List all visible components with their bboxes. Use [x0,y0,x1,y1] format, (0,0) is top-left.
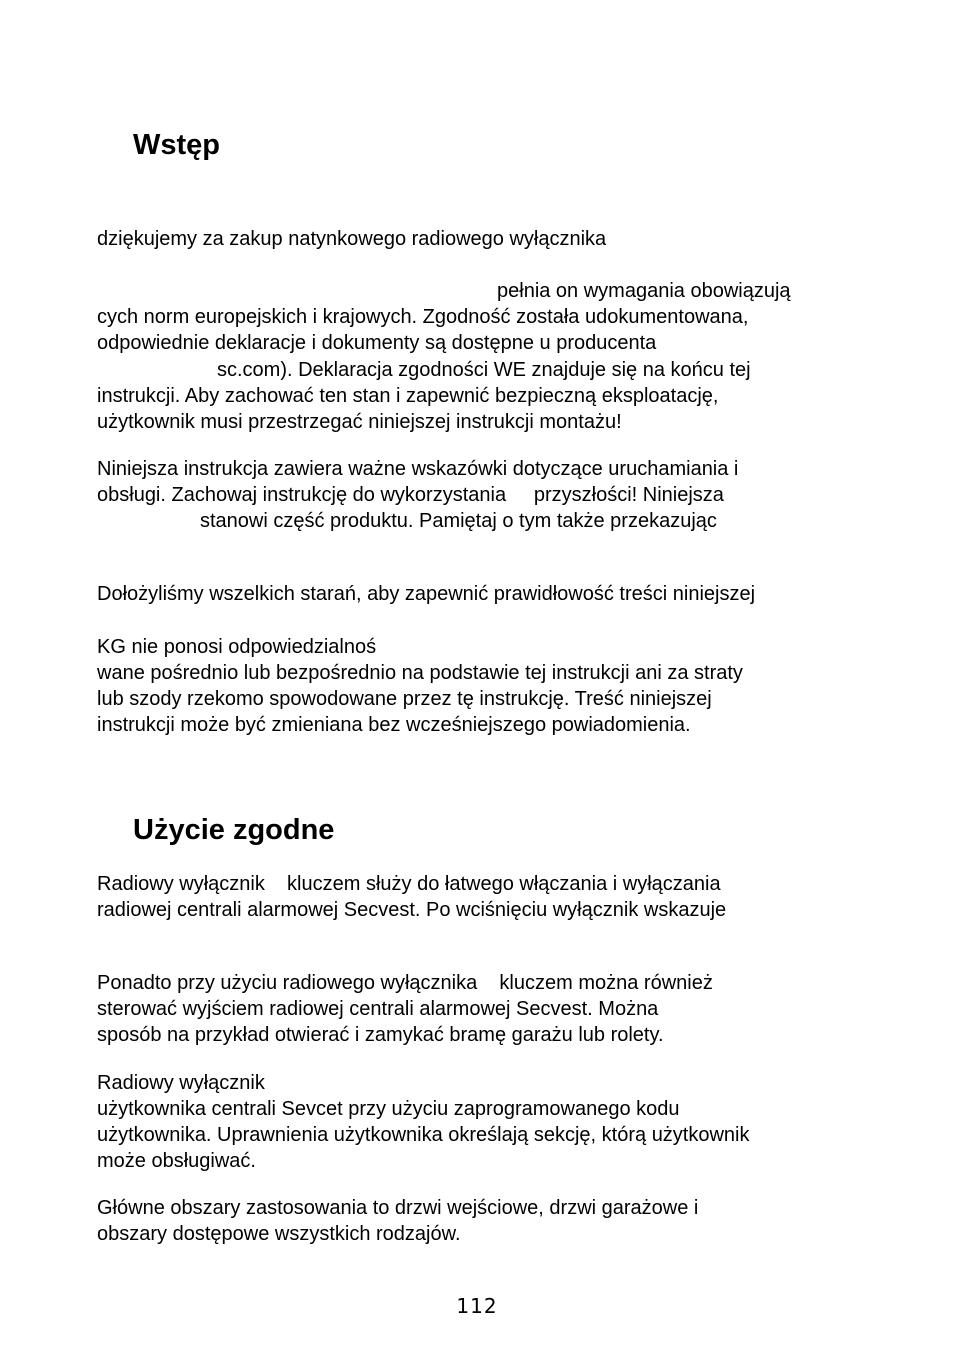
text-line: Radiowy wyłącznik kluczem służy do łatwego włączania i wyłączania [97,873,721,895]
heading-wstep: Wstęp [133,129,220,161]
text-line: użytkownika centrali Sevcet przy użyciu zaprogramowanego kodu [97,1098,680,1120]
text-line: może obsługiwać. [97,1150,256,1172]
text-line: dziękujemy za zakup natynkowego radiowego wyłącznika [97,228,607,250]
text-line: cych norm europejskich i krajowych. Zgodność została udokumentowana, [97,306,749,328]
text-line: użytkownik musi przestrzegać niniejszej instrukcji montażu! [97,411,622,433]
text-line: Dołożyliśmy wszelkich starań, aby zapewnić prawidłowość treści niniejszej [97,583,756,605]
text-line: KG nie ponosi odpowiedzialnoś [97,636,377,658]
text-line: radiowej centrali alarmowej Secvest. Po wciśnięciu wyłącznik wskazuje [97,899,727,921]
text-line: Główne obszary zastosowania to drzwi wejściowe, drzwi garażowe i [97,1197,699,1219]
text-line: obsługi. Zachowaj instrukcję do wykorzystania przyszłości! Niniejsza [97,484,724,506]
text-line: instrukcji może być zmieniana bez wcześniejszego powiadomienia. [97,714,691,736]
text-line: Radiowy wyłącznik [97,1072,265,1094]
text-line: lub szody rzekomo spowodowane przez tę instrukcję. Treść niniejszej [97,688,712,710]
heading-uzycie-zgodne: Użycie zgodne [133,814,335,846]
text-line: obszary dostępowe wszystkich rodzajów. [97,1223,461,1245]
text-line: odpowiednie deklaracje i dokumenty są dostępne u producenta [97,332,657,354]
text-line: wane pośrednio lub bezpośrednio na podstawie tej instrukcji ani za straty [97,662,743,684]
text-line: sc.com). Deklaracja zgodności WE znajduje się na końcu tej [217,359,751,381]
text-line: Ponadto przy użyciu radiowego wyłącznika kluczem można również [97,972,713,994]
text-line: pełnia on wymagania obowiązują [497,280,791,302]
text-line: Niniejsza instrukcja zawiera ważne wskazówki dotyczące uruchamiania i [97,458,739,480]
text-line: użytkownika. Uprawnienia użytkownika określają sekcję, którą użytkownik [97,1124,750,1146]
text-line: stanowi część produktu. Pamiętaj o tym także przekazując [200,510,717,532]
text-line: instrukcji. Aby zachować ten stan i zapewnić bezpieczną eksploatację, [97,385,719,407]
text-line: sterować wyjściem radiowej centrali alarmowej Secvest. Można [97,998,659,1020]
page-number: 112 [456,1294,498,1318]
text-line: sposób na przykład otwierać i zamykać bramę garażu lub rolety. [97,1024,664,1046]
